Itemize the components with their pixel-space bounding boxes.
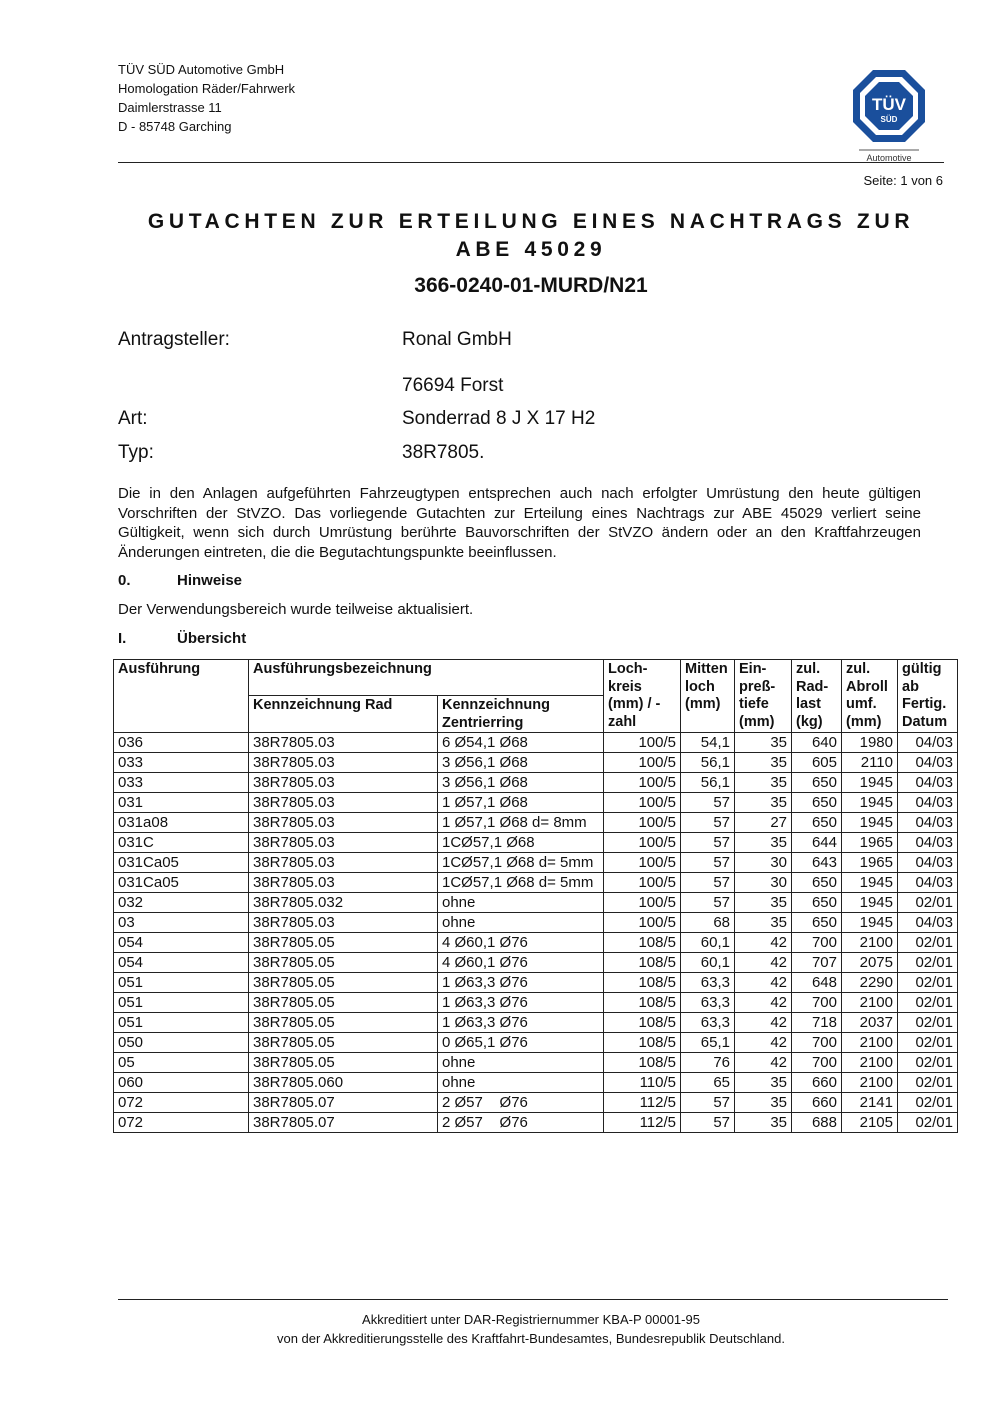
cell-gueltig-ab: 04/03 bbox=[898, 813, 958, 833]
cell-mittenloch: 57 bbox=[681, 873, 735, 893]
cell-ausfuehrung: 051 bbox=[114, 973, 249, 993]
cell-einpresstiefe: 27 bbox=[735, 813, 792, 833]
tuv-logo bbox=[851, 68, 927, 164]
cell-lochkreis: 108/5 bbox=[604, 993, 681, 1013]
cell-lochkreis: 100/5 bbox=[604, 913, 681, 933]
cell-gueltig-ab: 04/03 bbox=[898, 773, 958, 793]
cell-kennzeichnung-rad: 38R7805.05 bbox=[249, 1033, 438, 1053]
footer bbox=[118, 1310, 944, 1348]
cell-gueltig-ab: 02/01 bbox=[898, 1053, 958, 1073]
cell-gueltig-ab: 04/03 bbox=[898, 733, 958, 753]
cell-kennzeichnung-zentrierring: 1 Ø63,3 Ø76 bbox=[438, 993, 604, 1013]
cell-mittenloch: 56,1 bbox=[681, 753, 735, 773]
cell-radlast: 707 bbox=[792, 953, 842, 973]
cell-einpresstiefe: 42 bbox=[735, 953, 792, 973]
cell-mittenloch: 57 bbox=[681, 833, 735, 853]
company-line: TÜV SÜD Automotive GmbH bbox=[118, 62, 285, 77]
cell-gueltig-ab: 02/01 bbox=[898, 1093, 958, 1113]
cell-ausfuehrung: 031 bbox=[114, 793, 249, 813]
cell-abrollumfang: 1945 bbox=[842, 773, 898, 793]
cell-gueltig-ab: 04/03 bbox=[898, 873, 958, 893]
section-0-title: Hinweise bbox=[177, 572, 243, 589]
cell-kennzeichnung-zentrierring: 2 Ø57 Ø76 bbox=[438, 1113, 604, 1133]
cell-gueltig-ab: 02/01 bbox=[898, 973, 958, 993]
cell-abrollumfang: 2100 bbox=[842, 993, 898, 1013]
document-title bbox=[118, 208, 944, 264]
cell-mittenloch: 54,1 bbox=[681, 733, 735, 753]
footer-divider bbox=[118, 1299, 948, 1300]
svg-text:Automotive: Automotive bbox=[866, 153, 912, 163]
cell-lochkreis: 108/5 bbox=[604, 933, 681, 953]
section-0-text: Der Verwendungsbereich wurde teilweise aktualisiert. bbox=[118, 601, 474, 618]
cell-radlast: 700 bbox=[792, 1033, 842, 1053]
table-row bbox=[114, 1113, 958, 1133]
cell-lochkreis: 112/5 bbox=[604, 1093, 681, 1113]
table-row bbox=[114, 993, 958, 1013]
cell-ausfuehrung: 036 bbox=[114, 733, 249, 753]
company-line: Homologation Räder/Fahrwerk bbox=[118, 81, 296, 96]
cell-mittenloch: 63,3 bbox=[681, 1013, 735, 1033]
cell-gueltig-ab: 04/03 bbox=[898, 833, 958, 853]
cell-kennzeichnung-zentrierring: ohne bbox=[438, 913, 604, 933]
cell-abrollumfang: 2105 bbox=[842, 1113, 898, 1133]
cell-kennzeichnung-rad: 38R7805.03 bbox=[249, 913, 438, 933]
cell-kennzeichnung-rad: 38R7805.07 bbox=[249, 1113, 438, 1133]
cell-ausfuehrung: 051 bbox=[114, 993, 249, 1013]
cell-ausfuehrung: 031C bbox=[114, 833, 249, 853]
cell-radlast: 650 bbox=[792, 893, 842, 913]
cell-abrollumfang: 1945 bbox=[842, 913, 898, 933]
cell-radlast: 700 bbox=[792, 1053, 842, 1073]
header-kennzeichnung-zentrierring: Kennzeichnung Zentrierring bbox=[438, 696, 604, 733]
header-abrollumfang: zul. Abroll umf. (mm) bbox=[842, 660, 898, 733]
table-row bbox=[114, 873, 958, 893]
cell-kennzeichnung-rad: 38R7805.03 bbox=[249, 813, 438, 833]
cell-lochkreis: 100/5 bbox=[604, 873, 681, 893]
cell-einpresstiefe: 42 bbox=[735, 973, 792, 993]
table-row bbox=[114, 933, 958, 953]
table-row bbox=[114, 813, 958, 833]
cell-mittenloch: 65 bbox=[681, 1073, 735, 1093]
cell-gueltig-ab: 04/03 bbox=[898, 853, 958, 873]
cell-radlast: 650 bbox=[792, 813, 842, 833]
cell-radlast: 688 bbox=[792, 1113, 842, 1133]
cell-radlast: 718 bbox=[792, 1013, 842, 1033]
cell-kennzeichnung-zentrierring: 1 Ø57,1 Ø68 bbox=[438, 793, 604, 813]
cell-einpresstiefe: 42 bbox=[735, 1053, 792, 1073]
svg-text:TÜV: TÜV bbox=[872, 95, 906, 114]
cell-lochkreis: 100/5 bbox=[604, 733, 681, 753]
cell-radlast: 700 bbox=[792, 993, 842, 1013]
cell-lochkreis: 100/5 bbox=[604, 853, 681, 873]
header-gueltig-ab: gültig ab Fertig. Datum bbox=[898, 660, 958, 733]
header-divider bbox=[118, 162, 944, 163]
cell-kennzeichnung-zentrierring: ohne bbox=[438, 1073, 604, 1093]
cell-kennzeichnung-rad: 38R7805.05 bbox=[249, 973, 438, 993]
cell-kennzeichnung-zentrierring: 3 Ø56,1 Ø68 bbox=[438, 773, 604, 793]
cell-kennzeichnung-rad: 38R7805.05 bbox=[249, 1053, 438, 1073]
table-row bbox=[114, 913, 958, 933]
table-row bbox=[114, 1053, 958, 1073]
cell-ausfuehrung: 031Ca05 bbox=[114, 853, 249, 873]
cell-kennzeichnung-rad: 38R7805.05 bbox=[249, 993, 438, 1013]
cell-kennzeichnung-zentrierring: 1CØ57,1 Ø68 bbox=[438, 833, 604, 853]
cell-kennzeichnung-zentrierring: 2 Ø57 Ø76 bbox=[438, 1093, 604, 1113]
header-mittenloch: Mitten loch (mm) bbox=[681, 660, 735, 733]
cell-kennzeichnung-zentrierring: ohne bbox=[438, 893, 604, 913]
cell-gueltig-ab: 04/03 bbox=[898, 913, 958, 933]
table-row bbox=[114, 773, 958, 793]
table-row bbox=[114, 733, 958, 753]
cell-ausfuehrung: 050 bbox=[114, 1033, 249, 1053]
cell-mittenloch: 57 bbox=[681, 1093, 735, 1113]
cell-mittenloch: 63,3 bbox=[681, 993, 735, 1013]
section-0-number: 0. bbox=[118, 572, 131, 589]
table-row bbox=[114, 1093, 958, 1113]
cell-kennzeichnung-rad: 38R7805.03 bbox=[249, 753, 438, 773]
cell-radlast: 640 bbox=[792, 733, 842, 753]
cell-lochkreis: 108/5 bbox=[604, 1033, 681, 1053]
cell-einpresstiefe: 35 bbox=[735, 793, 792, 813]
cell-kennzeichnung-zentrierring: 1 Ø57,1 Ø68 d= 8mm bbox=[438, 813, 604, 833]
cell-abrollumfang: 1945 bbox=[842, 793, 898, 813]
header-lochkreis: Loch-kreis (mm) / -zahl bbox=[604, 660, 681, 733]
cell-radlast: 650 bbox=[792, 773, 842, 793]
cell-kennzeichnung-zentrierring: ohne bbox=[438, 1053, 604, 1073]
cell-kennzeichnung-rad: 38R7805.032 bbox=[249, 893, 438, 913]
cell-mittenloch: 60,1 bbox=[681, 933, 735, 953]
cell-einpresstiefe: 35 bbox=[735, 913, 792, 933]
cell-kennzeichnung-rad: 38R7805.05 bbox=[249, 933, 438, 953]
cell-einpresstiefe: 42 bbox=[735, 1033, 792, 1053]
cell-lochkreis: 100/5 bbox=[604, 893, 681, 913]
section-1-number: I. bbox=[118, 630, 127, 647]
cell-gueltig-ab: 04/03 bbox=[898, 753, 958, 773]
table-row bbox=[114, 753, 958, 773]
cell-abrollumfang: 1965 bbox=[842, 853, 898, 873]
cell-lochkreis: 108/5 bbox=[604, 1053, 681, 1073]
cell-kennzeichnung-rad: 38R7805.03 bbox=[249, 793, 438, 813]
cell-ausfuehrung: 05 bbox=[114, 1053, 249, 1073]
cell-lochkreis: 108/5 bbox=[604, 973, 681, 993]
table-body bbox=[114, 733, 958, 1133]
svg-text:SÜD: SÜD bbox=[880, 115, 898, 124]
table-row bbox=[114, 1073, 958, 1093]
cell-radlast: 605 bbox=[792, 753, 842, 773]
cell-kennzeichnung-rad: 38R7805.05 bbox=[249, 1013, 438, 1033]
cell-einpresstiefe: 35 bbox=[735, 773, 792, 793]
cell-kennzeichnung-zentrierring: 4 Ø60,1 Ø76 bbox=[438, 953, 604, 973]
cell-ausfuehrung: 031a08 bbox=[114, 813, 249, 833]
cell-mittenloch: 63,3 bbox=[681, 973, 735, 993]
cell-einpresstiefe: 35 bbox=[735, 893, 792, 913]
cell-abrollumfang: 2100 bbox=[842, 1073, 898, 1093]
cell-radlast: 660 bbox=[792, 1093, 842, 1113]
cell-ausfuehrung: 054 bbox=[114, 933, 249, 953]
cell-lochkreis: 108/5 bbox=[604, 1013, 681, 1033]
section-1-title: Übersicht bbox=[177, 630, 247, 647]
cell-mittenloch: 57 bbox=[681, 793, 735, 813]
cell-ausfuehrung: 054 bbox=[114, 953, 249, 973]
cell-mittenloch: 76 bbox=[681, 1053, 735, 1073]
table-row bbox=[114, 893, 958, 913]
cell-radlast: 660 bbox=[792, 1073, 842, 1093]
cell-gueltig-ab: 02/01 bbox=[898, 1033, 958, 1053]
cell-einpresstiefe: 30 bbox=[735, 873, 792, 893]
cell-kennzeichnung-zentrierring: 1 Ø63,3 Ø76 bbox=[438, 973, 604, 993]
cell-gueltig-ab: 02/01 bbox=[898, 893, 958, 913]
cell-radlast: 644 bbox=[792, 833, 842, 853]
cell-lochkreis: 100/5 bbox=[604, 813, 681, 833]
cell-einpresstiefe: 35 bbox=[735, 1073, 792, 1093]
cell-radlast: 650 bbox=[792, 793, 842, 813]
cell-radlast: 648 bbox=[792, 973, 842, 993]
cell-lochkreis: 108/5 bbox=[604, 953, 681, 973]
cell-gueltig-ab: 04/03 bbox=[898, 793, 958, 813]
cell-radlast: 650 bbox=[792, 913, 842, 933]
cell-einpresstiefe: 42 bbox=[735, 933, 792, 953]
cell-gueltig-ab: 02/01 bbox=[898, 1073, 958, 1093]
cell-einpresstiefe: 42 bbox=[735, 1013, 792, 1033]
cell-ausfuehrung: 060 bbox=[114, 1073, 249, 1093]
cell-ausfuehrung: 032 bbox=[114, 893, 249, 913]
cell-einpresstiefe: 35 bbox=[735, 733, 792, 753]
cell-mittenloch: 68 bbox=[681, 913, 735, 933]
cell-lochkreis: 100/5 bbox=[604, 833, 681, 853]
cell-mittenloch: 57 bbox=[681, 1113, 735, 1133]
cell-radlast: 700 bbox=[792, 933, 842, 953]
table-row bbox=[114, 793, 958, 813]
footer-line-2: von der Akkreditierungsstelle des Kraftfahrt-Bundesamtes, Bundesrepublik Deutschland. bbox=[276, 1331, 785, 1346]
title-line-1: GUTACHTEN ZUR ERTEILUNG EINES NACHTRAGS ZUR bbox=[147, 210, 915, 233]
cell-kennzeichnung-rad: 38R7805.03 bbox=[249, 873, 438, 893]
cell-kennzeichnung-zentrierring: 1CØ57,1 Ø68 d= 5mm bbox=[438, 873, 604, 893]
cell-einpresstiefe: 35 bbox=[735, 1113, 792, 1133]
cell-kennzeichnung-zentrierring: 3 Ø56,1 Ø68 bbox=[438, 753, 604, 773]
cell-lochkreis: 100/5 bbox=[604, 773, 681, 793]
company-line: D - 85748 Garching bbox=[118, 119, 232, 134]
cell-gueltig-ab: 02/01 bbox=[898, 993, 958, 1013]
type-label: Art: bbox=[118, 408, 148, 429]
cell-abrollumfang: 2290 bbox=[842, 973, 898, 993]
cell-kennzeichnung-zentrierring: 6 Ø54,1 Ø68 bbox=[438, 733, 604, 753]
cell-lochkreis: 100/5 bbox=[604, 753, 681, 773]
cell-kennzeichnung-rad: 38R7805.060 bbox=[249, 1073, 438, 1093]
cell-abrollumfang: 1980 bbox=[842, 733, 898, 753]
cell-mittenloch: 56,1 bbox=[681, 773, 735, 793]
applicant-city: 76694 Forst bbox=[402, 375, 504, 396]
title-line-2: ABE 45029 bbox=[455, 238, 607, 261]
cell-kennzeichnung-rad: 38R7805.07 bbox=[249, 1093, 438, 1113]
header-bezeichnung: Ausführungsbezeichnung bbox=[249, 660, 604, 696]
table-row bbox=[114, 953, 958, 973]
cell-lochkreis: 112/5 bbox=[604, 1113, 681, 1133]
cell-kennzeichnung-zentrierring: 4 Ø60,1 Ø76 bbox=[438, 933, 604, 953]
cell-mittenloch: 57 bbox=[681, 813, 735, 833]
cell-kennzeichnung-zentrierring: 1 Ø63,3 Ø76 bbox=[438, 1013, 604, 1033]
table-row bbox=[114, 1033, 958, 1053]
cell-mittenloch: 57 bbox=[681, 893, 735, 913]
cell-kennzeichnung-rad: 38R7805.03 bbox=[249, 733, 438, 753]
cell-ausfuehrung: 051 bbox=[114, 1013, 249, 1033]
cell-einpresstiefe: 35 bbox=[735, 1093, 792, 1113]
cell-abrollumfang: 1945 bbox=[842, 813, 898, 833]
table-row bbox=[114, 833, 958, 853]
cell-kennzeichnung-rad: 38R7805.03 bbox=[249, 853, 438, 873]
cell-radlast: 643 bbox=[792, 853, 842, 873]
footer-line-1: Akkreditiert unter DAR-Registriernummer KBA-P 00001-95 bbox=[362, 1312, 700, 1327]
cell-einpresstiefe: 42 bbox=[735, 993, 792, 1013]
cell-ausfuehrung: 03 bbox=[114, 913, 249, 933]
company-line: Daimlerstrasse 11 bbox=[118, 100, 222, 115]
cell-kennzeichnung-zentrierring: 1CØ57,1 Ø68 d= 5mm bbox=[438, 853, 604, 873]
cell-gueltig-ab: 02/01 bbox=[898, 953, 958, 973]
cell-kennzeichnung-zentrierring: 0 Ø65,1 Ø76 bbox=[438, 1033, 604, 1053]
company-address bbox=[118, 60, 295, 136]
cell-gueltig-ab: 02/01 bbox=[898, 1113, 958, 1133]
table-row bbox=[114, 973, 958, 993]
page-number: Seite: 1 von 6 bbox=[863, 173, 943, 188]
intro-paragraph: Die in den Anlagen aufgeführten Fahrzeugtypen entsprechen auch nach erfolgter Umrüstung den heute gültigen Vorschriften der StVZO. Das vorliegende Gutachten zur Erteilung eines Nachtrags zur ABE 45029 verliert seine Gültigkeit, wenn sich durch Umrüstung berührte Bauvorschriften der StVZO ändern oder an den Kraftfahrzeugen Änderungen eintreten, die die Begutachtungspunkte beeinflussen. bbox=[118, 485, 921, 561]
model-label: Typ: bbox=[118, 442, 154, 463]
cell-mittenloch: 60,1 bbox=[681, 953, 735, 973]
cell-einpresstiefe: 35 bbox=[735, 833, 792, 853]
cell-kennzeichnung-rad: 38R7805.05 bbox=[249, 953, 438, 973]
table-row bbox=[114, 1013, 958, 1033]
cell-mittenloch: 65,1 bbox=[681, 1033, 735, 1053]
cell-radlast: 650 bbox=[792, 873, 842, 893]
cell-lochkreis: 110/5 bbox=[604, 1073, 681, 1093]
cell-kennzeichnung-rad: 38R7805.03 bbox=[249, 833, 438, 853]
cell-abrollumfang: 1945 bbox=[842, 893, 898, 913]
cell-mittenloch: 57 bbox=[681, 853, 735, 873]
cell-abrollumfang: 2037 bbox=[842, 1013, 898, 1033]
applicant-label: Antragsteller: bbox=[118, 329, 230, 350]
cell-abrollumfang: 2100 bbox=[842, 1033, 898, 1053]
cell-lochkreis: 100/5 bbox=[604, 793, 681, 813]
cell-abrollumfang: 2075 bbox=[842, 953, 898, 973]
type-value: Sonderrad 8 J X 17 H2 bbox=[402, 408, 596, 429]
cell-abrollumfang: 2110 bbox=[842, 753, 898, 773]
document-number: 366-0240-01-MURD/N21 bbox=[414, 274, 648, 297]
cell-ausfuehrung: 072 bbox=[114, 1093, 249, 1113]
cell-gueltig-ab: 02/01 bbox=[898, 933, 958, 953]
cell-kennzeichnung-rad: 38R7805.03 bbox=[249, 773, 438, 793]
cell-ausfuehrung: 033 bbox=[114, 773, 249, 793]
overview-table bbox=[113, 659, 958, 1133]
cell-abrollumfang: 2100 bbox=[842, 1053, 898, 1073]
tuv-logo-icon bbox=[851, 68, 927, 164]
cell-ausfuehrung: 072 bbox=[114, 1113, 249, 1133]
cell-abrollumfang: 2141 bbox=[842, 1093, 898, 1113]
cell-gueltig-ab: 02/01 bbox=[898, 1013, 958, 1033]
header-einpresstiefe: Ein-preß-tiefe (mm) bbox=[735, 660, 792, 733]
header-radlast: zul. Rad-last (kg) bbox=[792, 660, 842, 733]
cell-abrollumfang: 1965 bbox=[842, 833, 898, 853]
header-ausfuehrung: Ausführung bbox=[114, 660, 249, 733]
cell-abrollumfang: 1945 bbox=[842, 873, 898, 893]
table-row bbox=[114, 853, 958, 873]
cell-ausfuehrung: 033 bbox=[114, 753, 249, 773]
header-kennzeichnung-rad: Kennzeichnung Rad bbox=[249, 696, 438, 733]
cell-abrollumfang: 2100 bbox=[842, 933, 898, 953]
cell-einpresstiefe: 35 bbox=[735, 753, 792, 773]
cell-ausfuehrung: 031Ca05 bbox=[114, 873, 249, 893]
applicant-name: Ronal GmbH bbox=[402, 329, 512, 350]
cell-einpresstiefe: 30 bbox=[735, 853, 792, 873]
model-value: 38R7805. bbox=[402, 442, 485, 463]
